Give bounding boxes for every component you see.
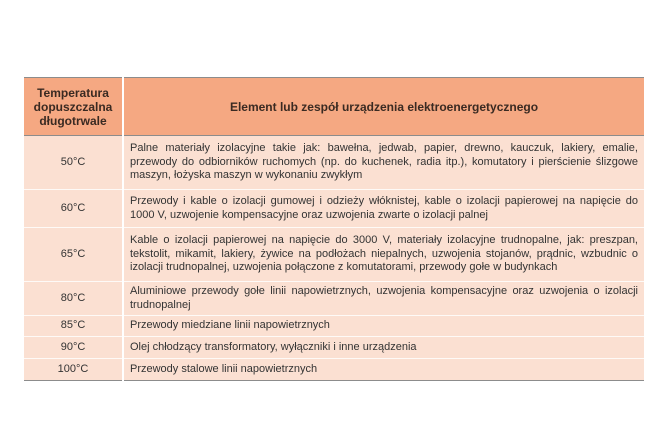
element-cell: Aluminiowe przewody gołe linii napowietrznych, uzwojenia kompensacyjne oraz uzwojenia o izolacji trudnopalnej: [123, 282, 644, 316]
table-row: [24, 190, 644, 228]
table-header: [24, 78, 644, 136]
table-row: [24, 282, 644, 316]
temperature-cell: 90°C: [24, 337, 123, 359]
header-row: [24, 78, 644, 136]
element-cell: Przewody i kable o izolacji gumowej i odzieży włóknistej, kable o izolacji papierowej na napięcie do 1000 V, uzwojenie kompensacyjne oraz uzwojenia zwarte o izolacji palnej: [123, 190, 644, 228]
temperature-cell: 60°C: [24, 190, 123, 228]
temperature-cell: 65°C: [24, 228, 123, 282]
table-row: [24, 337, 644, 359]
element-cell: Kable o izolacji papierowej na napięcie do 3000 V, materiały izolacyjne trudnopalne, jak: preszpan, tekstolit, mikamit, lakiery, żywice na podłożach niepalnych, uzwojenia stojanów, prądnic, wzbudnic o izolacji trudnopalnej, uzwojenia połączone z komutatorami, przewody gołe w budynkach: [123, 228, 644, 282]
table-body: [24, 136, 644, 381]
header-element: Element lub zespół urządzenia elektroenergetycznego: [123, 78, 644, 136]
table-row: [24, 228, 644, 282]
element-cell: Palne materiały izolacyjne takie jak: bawełna, jedwab, papier, drewno, kauczuk, lakiery, emalie, przewody do odbiorników ruchomych (np. do kuchenek, radia itp.), komutatory i pierścienie ślizgowe maszyn, łożyska maszyn w wykonaniu zwykłym: [123, 136, 644, 190]
table-row: [24, 316, 644, 337]
element-cell: Przewody stalowe linii napowietrznych: [130, 362, 318, 375]
temperature-cell: 100°C: [24, 359, 123, 381]
temperature-cell: 50°C: [24, 136, 123, 190]
temperature-cell: 85°C: [24, 316, 123, 337]
table-row: [24, 359, 644, 381]
temperature-cell: 80°C: [24, 282, 123, 316]
element-cell: Przewody miedziane linii napowietrznych: [123, 316, 644, 337]
header-temperature: Temperatura dopuszczalna długotrwale: [24, 78, 123, 136]
table-row: [24, 136, 644, 190]
element-cell: Olej chłodzący transformatory, wyłączniki i inne urządzenia: [123, 337, 644, 359]
temperature-table: [24, 77, 644, 381]
